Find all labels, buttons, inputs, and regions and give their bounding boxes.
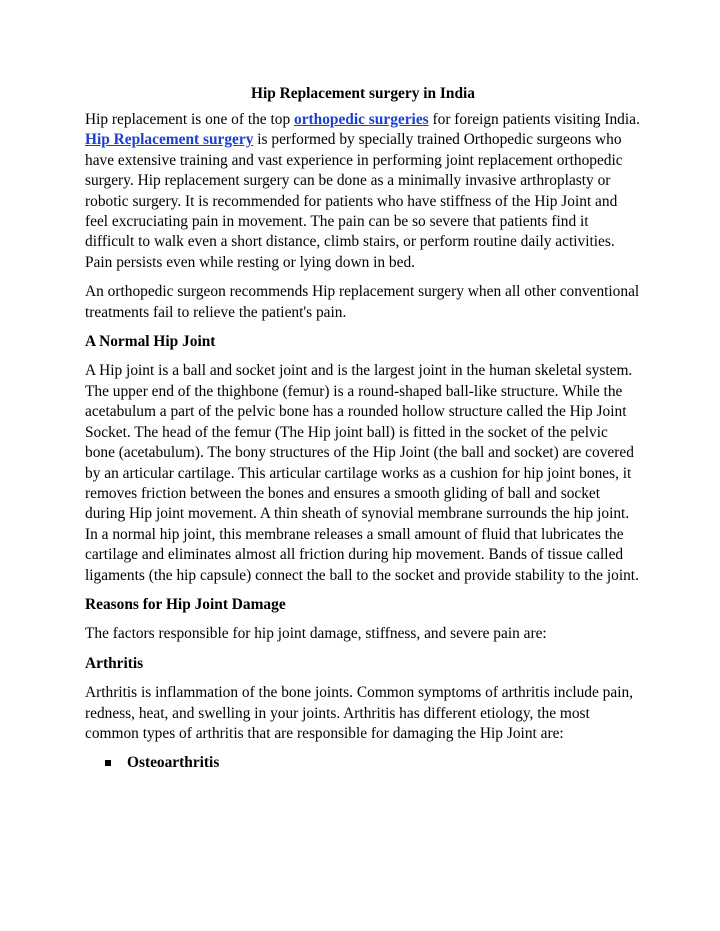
hip-replacement-surgery-link[interactable]: Hip Replacement surgery	[85, 131, 254, 149]
square-bullet-icon	[105, 760, 111, 766]
hip-joint-damage-heading: Reasons for Hip Joint Damage	[85, 595, 286, 613]
orthopedic-surgeries-link[interactable]: orthopedic surgeries	[294, 111, 429, 128]
arthritis-types-list	[85, 753, 641, 773]
intro-text-mid: for foreign patients visiting India.	[428, 111, 640, 128]
intro-paragraph	[85, 110, 641, 273]
normal-hip-joint-paragraph: A Hip joint is a ball and socket joint and is the largest joint in the human skeletal system. The upper end of the thighbone (femur) is a round-shaped ball-like structure. While the acetabulum a part of the pelvic bone has a rounded hollow structure called the Hip Joint Socket. The head of the femur (The Hip joint ball) is fitted in the socket of the pelvic bone (acetabulum). The bony structures of the Hip Joint (the ball and socket) are covered by an articular cartilage. This articular cartilage works as a cushion for hip joint bones, it removes friction between the bones and ensures a smooth gliding of ball and socket during Hip joint movement. A thin sheath of synovial membrane surrounds the hip joint. In a normal hip joint, this membrane releases a small amount of fluid that lubricates the cartilage and eliminates almost all friction during hip movement. Bands of tissue called ligaments (the hip capsule) connect the ball to the socket and provide stability to the joint.	[85, 362, 639, 584]
page-title: Hip Replacement surgery in India	[250, 85, 476, 102]
normal-hip-joint-heading: A Normal Hip Joint	[85, 333, 216, 351]
hip-joint-damage-paragraph: The factors responsible for hip joint damage, stiffness, and severe pain are:	[85, 625, 547, 643]
list-item	[85, 753, 641, 773]
intro-text-end: is performed by specially trained Orthopedic surgeons who have extensive training and vast experience in performing joint replacement orthopedic surgery. Hip replacement surgery can be done as a minimally invasive arthroplasty or robotic surgery. It is recommended for patients who have stiffness of the Hip Joint and feel excruciating pain in movement. The pain can be so severe that patients find it difficult to walk even a short distance, climb stairs, or perform routine daily activities. Pain persists even while resting or lying down in bed.	[85, 131, 623, 271]
list-item-label: Osteoarthritis	[127, 754, 220, 772]
arthritis-paragraph: Arthritis is inflammation of the bone joints. Common symptoms of arthritis include pain, redness, heat, and swelling in your joints. Arthritis has different etiology, the most common types of arthritis that are responsible for damaging the Hip Joint are:	[85, 684, 634, 742]
intro-text-start: Hip replacement is one of the top	[85, 111, 294, 128]
recommendation-paragraph: An orthopedic surgeon recommends Hip replacement surgery when all other conventional treatments fail to relieve the patient's pain.	[85, 283, 640, 321]
arthritis-heading: Arthritis	[85, 654, 144, 672]
document-page	[85, 84, 641, 774]
